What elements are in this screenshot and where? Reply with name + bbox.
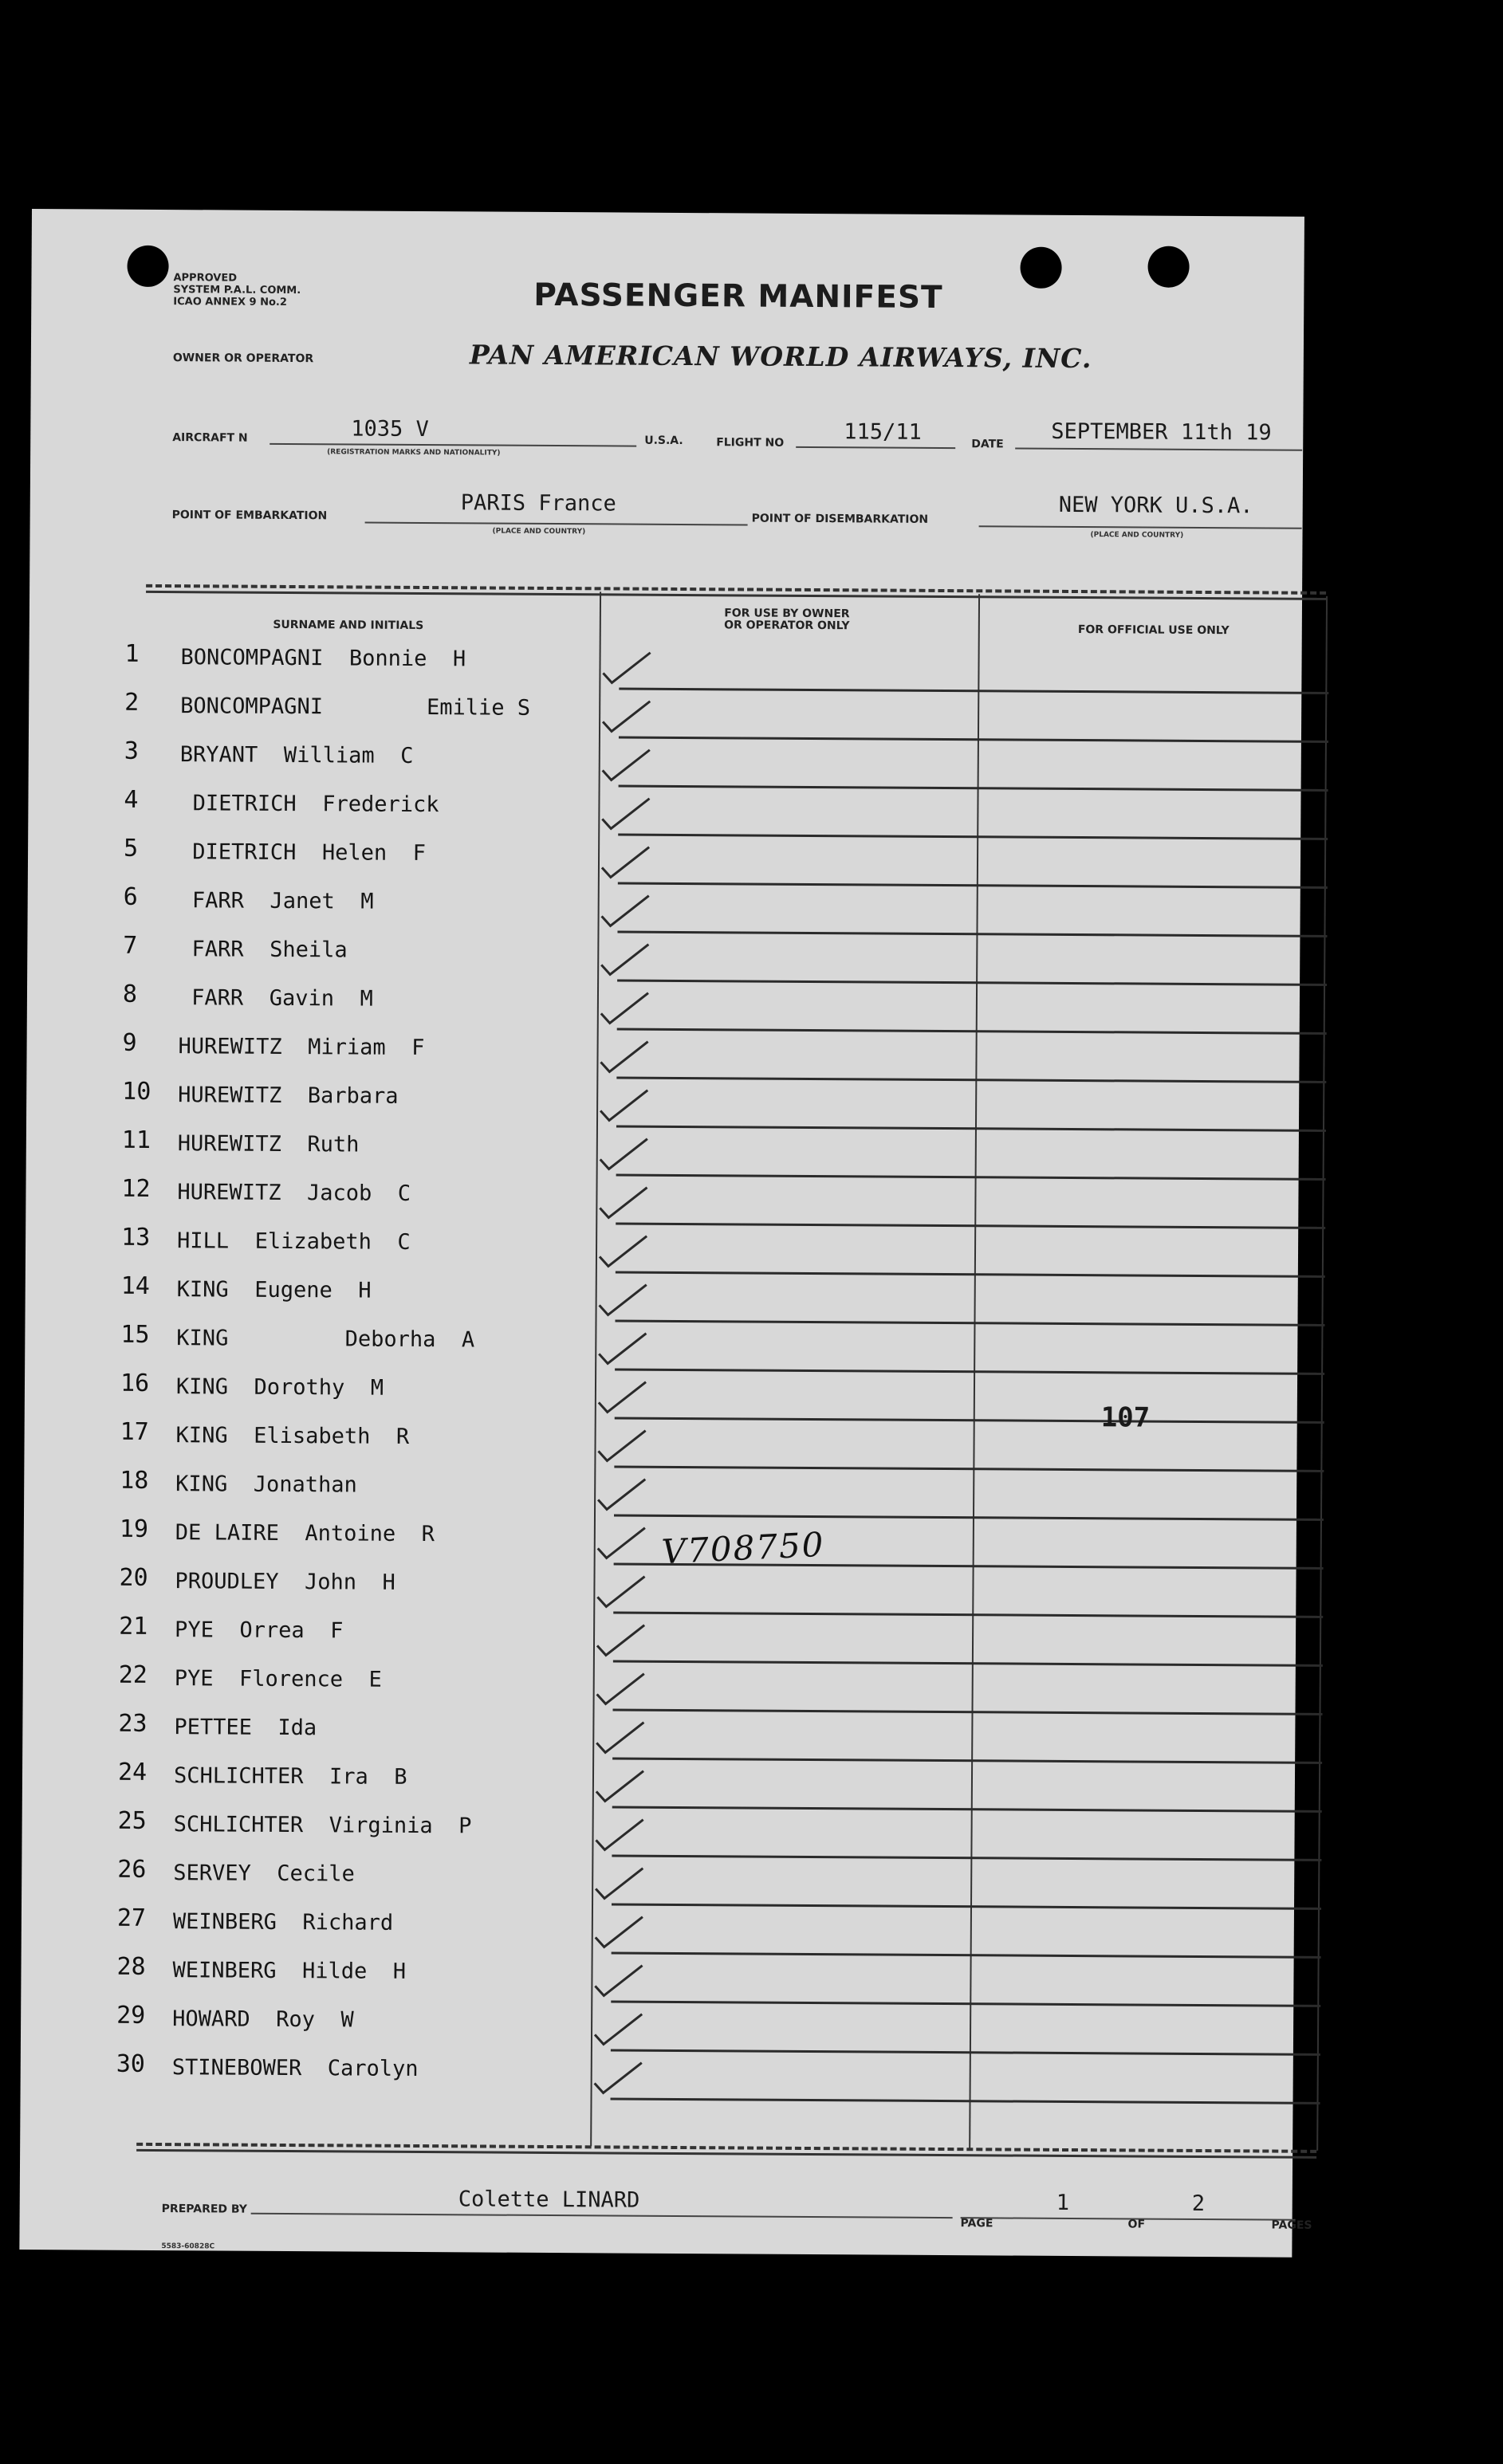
row-number: 20 bbox=[119, 1563, 148, 1592]
row-number: 15 bbox=[120, 1320, 150, 1349]
row-number: 13 bbox=[121, 1223, 151, 1252]
checkmark-icon bbox=[596, 1036, 652, 1076]
passenger-name: BONCOMPAGNI Emilie S bbox=[180, 694, 531, 721]
aircraft-sublabel: (REGISTRATION MARKS AND NATIONALITY) bbox=[327, 448, 501, 458]
punch-hole bbox=[1147, 246, 1189, 288]
checkmark-icon bbox=[595, 1328, 651, 1368]
row-number: 4 bbox=[124, 785, 139, 814]
passenger-name: FARR Gavin M bbox=[178, 985, 373, 1012]
flight-value: 115/11 bbox=[844, 419, 922, 445]
passenger-name: DIETRICH Helen F bbox=[179, 839, 427, 867]
prepared-label: PREPARED BY bbox=[161, 2203, 248, 2216]
flight-label: FLIGHT NO bbox=[716, 436, 785, 450]
passenger-name: BONCOMPAGNI Bonnie H bbox=[180, 645, 466, 672]
date-label: DATE bbox=[971, 438, 1004, 451]
checkmark-icon bbox=[594, 1474, 650, 1514]
row-number: 27 bbox=[116, 1904, 147, 1932]
row-number: 17 bbox=[120, 1417, 149, 1446]
row-number: 3 bbox=[124, 737, 140, 765]
embark-label: POINT OF EMBARKATION bbox=[171, 509, 328, 523]
row-number: 1 bbox=[124, 639, 140, 668]
row-number: 24 bbox=[117, 1758, 148, 1786]
page-value: 1 bbox=[1056, 2190, 1070, 2215]
table-row bbox=[124, 639, 1328, 694]
row-number: 16 bbox=[120, 1369, 150, 1397]
form-code: 5583-60828C bbox=[161, 2242, 215, 2251]
row-number: 25 bbox=[117, 1806, 147, 1835]
row-number: 11 bbox=[121, 1126, 151, 1154]
passenger-name: KING Jonathan bbox=[175, 1472, 357, 1498]
table-row bbox=[116, 1951, 1320, 2007]
checkmark-icon bbox=[591, 1960, 647, 2000]
checkmark-icon bbox=[594, 1425, 650, 1465]
checkmark-icon bbox=[593, 1571, 649, 1611]
row-number: 14 bbox=[120, 1271, 150, 1300]
row-number: 8 bbox=[122, 980, 138, 1008]
pages-label: PAGES bbox=[1271, 2218, 1312, 2232]
passenger-name: KING Dorothy M bbox=[175, 1374, 384, 1401]
passenger-name: HUREWITZ Ruth bbox=[177, 1131, 360, 1157]
passenger-name: HILL Elizabeth C bbox=[177, 1228, 411, 1255]
checkmark-icon bbox=[591, 2057, 647, 2097]
table-row bbox=[123, 930, 1327, 986]
checkmark-icon bbox=[599, 745, 655, 784]
row-number: 23 bbox=[118, 1709, 148, 1738]
col-header-surname: SURNAME AND INITIALS bbox=[273, 618, 424, 633]
table-row bbox=[124, 736, 1328, 792]
passenger-name: PYE Orrea F bbox=[175, 1617, 344, 1644]
row-number: 10 bbox=[122, 1077, 151, 1106]
checkmark-icon bbox=[592, 1912, 647, 1951]
checkmark-icon bbox=[599, 696, 655, 736]
table-row bbox=[123, 882, 1327, 937]
table-row bbox=[120, 1271, 1324, 1326]
table-row bbox=[119, 1660, 1323, 1715]
checkmark-icon bbox=[595, 1377, 651, 1417]
table-row bbox=[117, 1806, 1321, 1861]
checkmark-icon bbox=[597, 988, 653, 1028]
checkmark-icon bbox=[598, 842, 654, 882]
passenger-name: PROUDLEY John H bbox=[175, 1569, 395, 1595]
passenger-name: FARR Sheila bbox=[179, 937, 348, 963]
table-row bbox=[122, 1028, 1326, 1083]
checkmark-icon bbox=[592, 1766, 648, 1806]
table-row bbox=[118, 1757, 1322, 1813]
disembark-sublabel: (PLACE AND COUNTRY) bbox=[1090, 531, 1184, 540]
table-row bbox=[117, 1903, 1321, 1959]
page-title: PASSENGER MANIFEST bbox=[533, 277, 943, 316]
approval-stamp: APPROVED SYSTEM P.A.L. COMM. ICAO ANNEX 9 No.2 bbox=[173, 272, 301, 308]
passenger-name: SERVEY Cecile bbox=[173, 1861, 355, 1887]
table-row bbox=[120, 1319, 1324, 1375]
passenger-name: SCHLICHTER Ira B bbox=[173, 1763, 407, 1790]
passenger-name: STINEBOWER Carolyn bbox=[171, 2055, 419, 2082]
table-row bbox=[120, 1465, 1324, 1521]
passenger-name: SCHLICHTER Virginia P bbox=[173, 1812, 472, 1839]
row-number: 12 bbox=[121, 1174, 151, 1203]
checkmark-icon bbox=[591, 2009, 647, 2049]
passenger-name: KING Eugene H bbox=[176, 1277, 372, 1303]
row-number: 29 bbox=[116, 2001, 146, 2030]
passenger-name: PETTEE Ida bbox=[174, 1715, 317, 1741]
passenger-name: HUREWITZ Miriam F bbox=[178, 1034, 425, 1061]
checkmark-icon bbox=[593, 1668, 649, 1708]
checkmark-icon bbox=[599, 647, 655, 687]
row-number: 21 bbox=[119, 1612, 148, 1641]
passenger-name: KING Elisabeth R bbox=[175, 1423, 410, 1449]
row-number: 2 bbox=[124, 688, 140, 717]
disembark-value: NEW YORK U.S.A. bbox=[1058, 492, 1253, 519]
passenger-name: WEINBERG Richard bbox=[172, 1909, 394, 1935]
row-number: 28 bbox=[116, 1952, 146, 1981]
passenger-name: DIETRICH Frederick bbox=[179, 791, 439, 818]
checkmark-icon bbox=[594, 1523, 650, 1562]
punch-hole bbox=[127, 246, 168, 287]
passenger-name: HUREWITZ Barbara bbox=[178, 1083, 399, 1109]
row-number: 19 bbox=[119, 1515, 149, 1543]
col-header-official: FOR OFFICIAL USE ONLY bbox=[1077, 623, 1230, 638]
aircraft-value: 1035 V bbox=[351, 416, 429, 442]
table-row bbox=[122, 1125, 1326, 1181]
table-row bbox=[123, 979, 1327, 1035]
checkmark-icon bbox=[592, 1717, 648, 1757]
passenger-name: HUREWITZ Jacob C bbox=[177, 1180, 411, 1206]
checkmark-icon bbox=[596, 1182, 651, 1222]
row-number: 26 bbox=[117, 1855, 147, 1884]
checkmark-icon bbox=[597, 890, 653, 930]
col-header-operator: FOR USE BY OWNER OR OPERATOR ONLY bbox=[724, 607, 850, 633]
row-number: 9 bbox=[122, 1028, 137, 1057]
checkmark-icon bbox=[597, 939, 653, 979]
checkmark-icon bbox=[592, 1814, 647, 1854]
row-number: 18 bbox=[120, 1466, 149, 1495]
row-number: 5 bbox=[123, 834, 139, 863]
passenger-name: DE LAIRE Antoine R bbox=[175, 1520, 435, 1547]
aircraft-label: AIRCRAFT N bbox=[172, 431, 248, 445]
punch-hole bbox=[1020, 247, 1061, 289]
table-row bbox=[124, 784, 1328, 840]
checkmark-icon bbox=[592, 1863, 647, 1903]
checkmark-icon bbox=[596, 1134, 652, 1173]
passenger-name: KING Deborha A bbox=[176, 1326, 475, 1353]
table-row bbox=[124, 833, 1328, 889]
row-number: 7 bbox=[123, 931, 138, 960]
passenger-name: HOWARD Roy W bbox=[172, 2006, 354, 2033]
checkmark-icon bbox=[596, 1085, 652, 1125]
date-value: SEPTEMBER 11th 19 bbox=[1051, 419, 1272, 446]
page-label: PAGE bbox=[960, 2217, 993, 2230]
row-number: 22 bbox=[118, 1660, 148, 1689]
checkmark-icon bbox=[598, 793, 654, 833]
passenger-name: WEINBERG Hilde H bbox=[172, 1958, 407, 1984]
of-value: 2 bbox=[1191, 2191, 1206, 2217]
prepared-value: Colette LINARD bbox=[458, 2187, 640, 2213]
owner-label: OWNER OR OPERATOR bbox=[172, 352, 314, 366]
manifest-sheet bbox=[19, 209, 1312, 2258]
table-row bbox=[121, 1173, 1325, 1229]
table-row bbox=[119, 1611, 1323, 1667]
checkmark-icon bbox=[596, 1279, 651, 1319]
passenger-name: PYE Florence E bbox=[174, 1666, 382, 1692]
table-row bbox=[117, 1854, 1321, 1910]
table-row bbox=[118, 1708, 1322, 1764]
usa-label: U.S.A. bbox=[644, 434, 683, 447]
embark-sublabel: (PLACE AND COUNTRY) bbox=[492, 527, 586, 536]
passenger-name: BRYANT William C bbox=[179, 742, 414, 768]
handwritten-code: V708750 bbox=[660, 1524, 826, 1572]
official-number: 107 bbox=[1100, 1401, 1151, 1434]
of-label: OF bbox=[1127, 2218, 1146, 2231]
table-row bbox=[122, 1076, 1326, 1132]
row-number: 6 bbox=[123, 882, 138, 911]
row-number: 30 bbox=[116, 2049, 146, 2078]
table-row bbox=[116, 2049, 1320, 2104]
embark-value: PARIS France bbox=[460, 490, 616, 517]
disembark-label: POINT OF DISEMBARKATION bbox=[751, 512, 929, 526]
passenger-name: FARR Janet M bbox=[179, 888, 374, 914]
table-row bbox=[119, 1562, 1323, 1618]
table-row bbox=[116, 2000, 1320, 2056]
checkmark-icon bbox=[596, 1231, 651, 1271]
checkmark-icon bbox=[593, 1620, 649, 1660]
company-name: PAN AMERICAN WORLD AIRWAYS, INC. bbox=[469, 339, 1092, 375]
table-row bbox=[124, 687, 1328, 743]
table-row bbox=[121, 1222, 1325, 1278]
